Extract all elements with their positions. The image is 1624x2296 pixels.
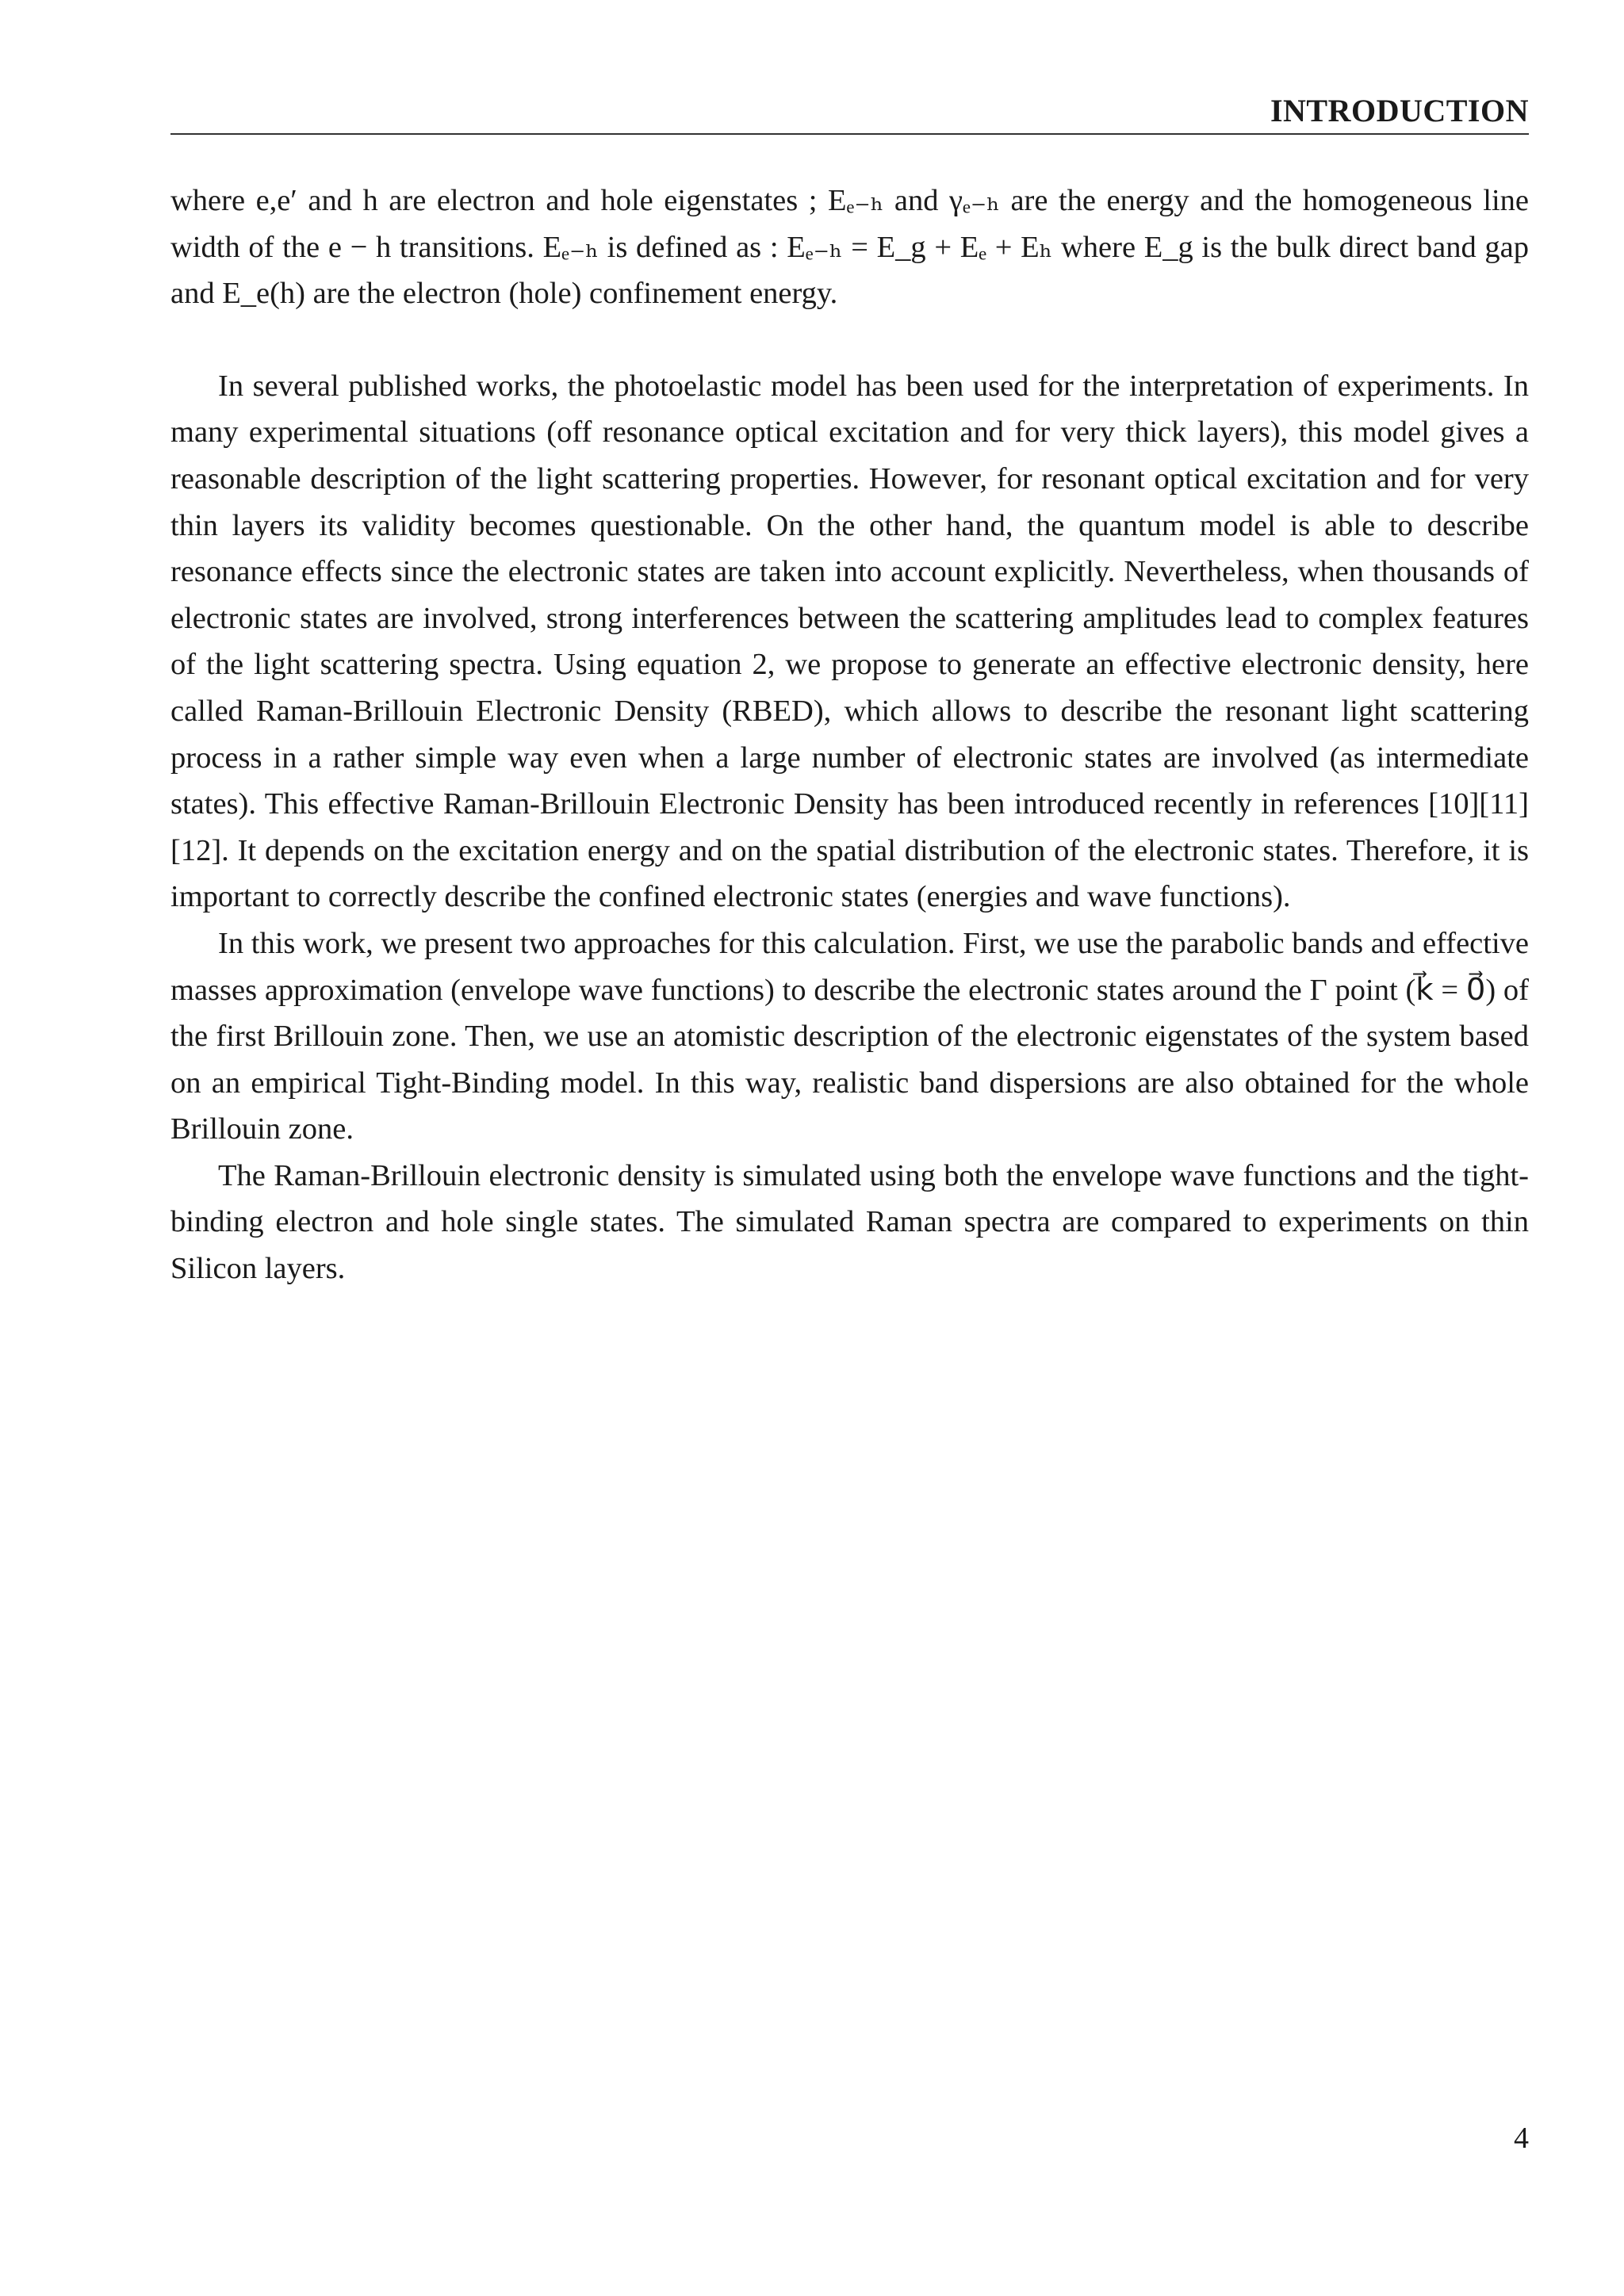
running-header <box>170 89 1529 135</box>
page-number: 4 <box>1514 2122 1529 2155</box>
running-title: INTRODUCTION <box>1270 93 1529 128</box>
paragraph-4: The Raman-Brillouin electronic density is simulated using both the envelope wave functions and the tight-binding electron and hole single states. The simulated Raman spectra are compared to experiments on thin Silicon layers. <box>170 1158 1529 1286</box>
paragraph-2: In several published works, the photoelastic model has been used for the interpretation of experiments. In many experimental situations (off resonance optical excitation and for very thick layers), this model gives a reasonable description of the light scattering properties. However, for resonant optical excitation and for very thin layers its validity becomes questionable. On the other hand, the quantum model is able to describe resonance effects since the electronic states are taken into account explicitly. Nevertheless, when thousands of electronic states are involved, strong interferences between the scattering amplitudes lead to complex features of the light scattering spectra. Using equation 2, we propose to generate an effective electronic density, here called Raman-Brillouin Electronic Density (RBED), which allows to describe the resonant light scattering process in a rather simple way even when a large number of electronic states are involved (as intermediate states). This effective Raman-Brillouin Electronic Density has been introduced recently in references [10][11][12]. It depends on the excitation energy and on the spatial distribution of the electronic states. Therefore, it is important to correctly describe the confined electronic states (energies and wave functions). <box>170 369 1529 914</box>
paragraph-1: where e,e′ and h are electron and hole eigenstates ; Eₑ₋ₕ and γₑ₋ₕ are the energy and the homogeneous line width of the e − h transitions. Eₑ₋ₕ is defined as : Eₑ₋ₕ = E_g + Eₑ + Eₕ where E_g is the bulk direct band gap and E_e(h) are the electron (hole) confinement energy. <box>170 184 1529 311</box>
paragraph-gap <box>170 317 1529 363</box>
page-body <box>170 178 1529 1292</box>
paragraph-3: In this work, we present two approaches for this calculation. First, we use the parabolic bands and effective masses approximation (envelope wave functions) to describe the electronic states around the Γ point (k⃗ = 0⃗) of the first Brillouin zone. Then, we use an atomistic description of the electronic eigenstates of the system based on an empirical Tight-Binding model. In this way, realistic band dispersions are also obtained for the whole Brillouin zone. <box>170 926 1529 1146</box>
